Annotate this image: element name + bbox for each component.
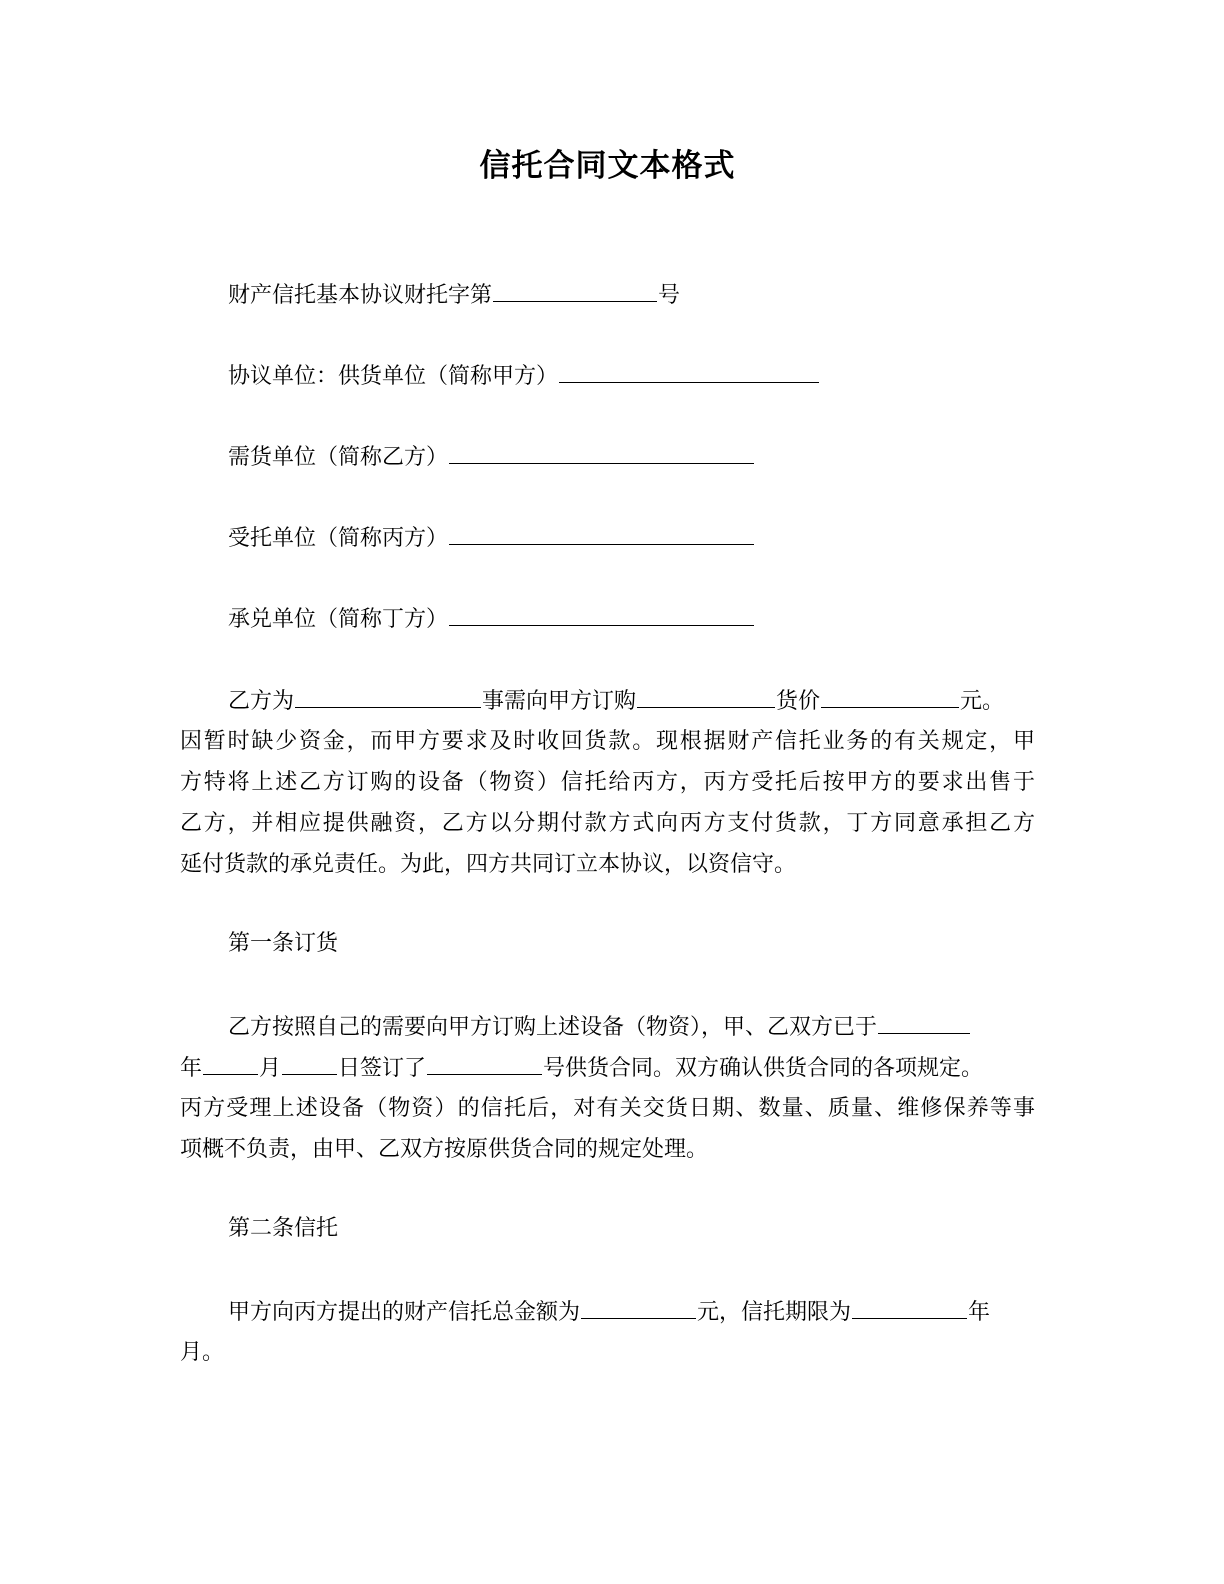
- price-blank[interactable]: [821, 680, 959, 708]
- party-c-label: 受托单位（简称丙方）: [228, 526, 449, 551]
- agreement-number-blank[interactable]: [493, 274, 657, 302]
- purpose-blank[interactable]: [295, 680, 481, 708]
- party-b-blank[interactable]: [449, 436, 754, 464]
- article2-line-1: 甲方向丙方提出的财产信托总金额为 元，信托期限为 年: [180, 1291, 1035, 1332]
- article2-paragraph: [180, 1291, 1035, 1373]
- preamble-line-1: 乙方为 事需向甲方订购 货价 元。: [180, 680, 1035, 721]
- article2-line-2: 月。: [180, 1340, 225, 1365]
- article1-heading: 第一条订货: [228, 931, 339, 956]
- party-c-blank[interactable]: [449, 517, 754, 545]
- party-a-blank[interactable]: [559, 355, 819, 383]
- article1-line-3: 丙方受理上述设备（物资）的信托后，对有关交货日期、数量、质量、维修保养等事: [180, 1096, 1035, 1121]
- preamble-line-4: 乙方，并相应提供融资，乙方以分期付款方式向丙方支付货款，丁方同意承担乙方: [180, 811, 1035, 836]
- preamble-paragraph: [180, 680, 1035, 885]
- article1-line-4: 项概不负责，由甲、乙双方按原供货合同的规定处理。: [180, 1137, 709, 1162]
- party-b-label: 需货单位（简称乙方）: [228, 445, 449, 470]
- goods-blank[interactable]: [637, 680, 775, 708]
- document-title: 信托合同文本格式: [479, 148, 736, 184]
- trust-amount-blank[interactable]: [581, 1291, 696, 1319]
- trust-term-blank[interactable]: [852, 1291, 967, 1319]
- article1-line-2: 年 月 日签订了 号供货合同。双方确认供货合同的各项规定。: [180, 1047, 1035, 1088]
- sign-month-blank[interactable]: [203, 1047, 258, 1075]
- sign-year-blank[interactable]: [878, 1006, 970, 1034]
- article2-heading: 第二条信托: [228, 1216, 339, 1241]
- preamble-line-3: 方特将上述乙方订购的设备（物资）信托给丙方，丙方受托后按甲方的要求出售于: [180, 770, 1035, 795]
- party-d-label: 承兑单位（简称丁方）: [228, 607, 449, 632]
- sign-day-blank[interactable]: [282, 1047, 337, 1075]
- preamble-line-5: 延付货款的承兑责任。为此，四方共同订立本协议，以资信守。: [180, 852, 797, 877]
- article1-line-1: 乙方按照自己的需要向甲方订购上述设备（物资），甲、乙双方已于: [180, 1006, 1035, 1047]
- preamble-line-2: 因暂时缺少资金，而甲方要求及时收回货款。现根据财产信托业务的有关规定，甲: [180, 729, 1035, 754]
- article1-paragraph: [180, 1006, 1035, 1170]
- agreement-number-line: [180, 274, 1035, 316]
- party-c-line: [180, 517, 1035, 559]
- party-a-line: [180, 355, 1035, 397]
- party-a-label: 协议单位：供货单位（简称甲方）: [228, 364, 559, 389]
- party-d-line: [180, 598, 1035, 640]
- party-d-blank[interactable]: [449, 598, 754, 626]
- agreement-number-suffix: 号: [658, 283, 681, 308]
- party-b-line: [180, 436, 1035, 478]
- contract-number-blank[interactable]: [427, 1047, 542, 1075]
- agreement-number-prefix: 财产信托基本协议财托字第: [228, 283, 493, 308]
